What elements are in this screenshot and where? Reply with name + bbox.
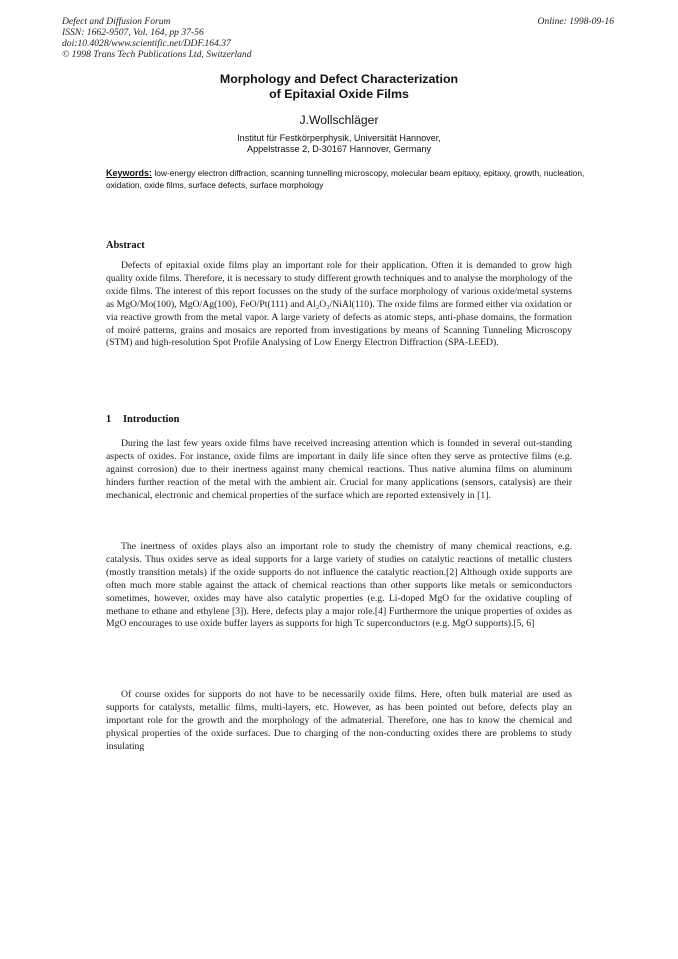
online-date: Online: 1998-09-16 xyxy=(537,16,614,27)
section-title: Introduction xyxy=(123,414,180,425)
intro-paragraph-1: During the last few years oxide films have received increasing attention which is founded in several out-standing aspects of oxides. For instance, oxide films are important in daily life since often they serve as protective films (e.g. against corrosion) due to their inertness against many chemical reactions. Thus native alumina films on aluminum hinders further reaction of the metal with the ambient air. Crucial for many applications (sensors, catalysis) are their mechanical, electronic and chemical properties of the surface which are reported extensively in [1]. xyxy=(106,438,572,501)
journal-name: Defect and Diffusion Forum xyxy=(62,16,171,27)
section-number: 1 xyxy=(106,414,112,425)
intro-paragraph-2: The inertness of oxides plays also an important role to study the chemistry of many chemical reactions, e.g. catalysis. Thus oxides serve as ideal supports for a large variety of studies on catalytic reactions of metallic clusters (mostly transition metals) if the oxide supports do not influence the catalytic reaction.[2] Although oxide supports are often much more stable against the attack of chemical reactions than other supports like metals or semiconductors sometimes, however, oxides may have also catalytic properties (e.g. Li-doped MgO for the oxidative coupling of methane to ethane and ethylene [3]). Here, defects play a major role.[4] Furthermore the unique properties of oxides as MgO encourages to use oxide buffer layers as supports for high Tc superconductors (e.g. MgO supports).[5, 6] xyxy=(106,541,572,630)
introduction-heading xyxy=(106,414,179,425)
abstract-heading: Abstract xyxy=(106,240,145,251)
publication-header xyxy=(62,16,252,60)
keywords-label: Keywords: xyxy=(106,168,153,178)
doi-line[interactable]: doi:10.4028/www.scientific.net/DDF.164.37 xyxy=(62,38,231,49)
affiliation xyxy=(0,133,678,155)
affiliation-line-2: Appelstrasse 2, D-30167 Hannover, Germany xyxy=(247,144,431,154)
title-line-1: Morphology and Defect Characterization xyxy=(219,72,459,86)
author-name: J.Wollschläger xyxy=(299,113,379,127)
paper-title xyxy=(0,72,678,102)
keywords-text: low-energy electron diffraction, scanning tunnelling microscopy, molecular beam epitaxy, epitaxy, growth, nucleation, oxidation, oxide films, surface defects, surface morphology xyxy=(106,168,585,190)
affiliation-line-1: Institut für Festkörperphysik, Universität Hannover, xyxy=(237,133,441,143)
issn-line: ISSN: 1662-9507, Vol. 164, pp 37-56 xyxy=(62,27,204,38)
abstract-paragraph: Defects of epitaxial oxide films play an important role for their application. Often it is demanded to grow high quality oxide films. Therefore, it is necessary to study different growth techniques and to analyse the morphology of the oxide films. The interest of this report focusses on the study of the surface morphology of various oxide/metal systems as MgO/Mo(100), MgO/Ag(100), FeO/Pt(111) and Al₂O₃/NiAl(110). The oxide films are formed either via oxidation or via reactive growth from the metal vapor. A large variety of defects as atomic steps, anti-phase domains, the formation of moiré patterns, grains and mosaics are reported from investigations by means of Scanning Tunneling Microscopy (STM) and high-resolution Spot Profile Analysing of Low Energy Electron Diffraction (SPA-LEED). xyxy=(106,260,572,349)
intro-paragraph-3: Of course oxides for supports do not have to be necessarily oxide films. Here, often bulk material are used as supports for catalysts, metallic films, multi-layers, etc. However, as has been pointed out before, defects play an important role for the growth and the morphology of the admaterial. Therefore, one has to know the chemical and physical properties of the oxide surfaces. Due to charging of the non-conducting oxides there are problems to study insulating xyxy=(106,689,572,752)
copyright-line: © 1998 Trans Tech Publications Ltd, Switzerland xyxy=(62,49,252,60)
title-line-2: of Epitaxial Oxide Films xyxy=(269,87,409,101)
keywords-block xyxy=(106,168,586,191)
